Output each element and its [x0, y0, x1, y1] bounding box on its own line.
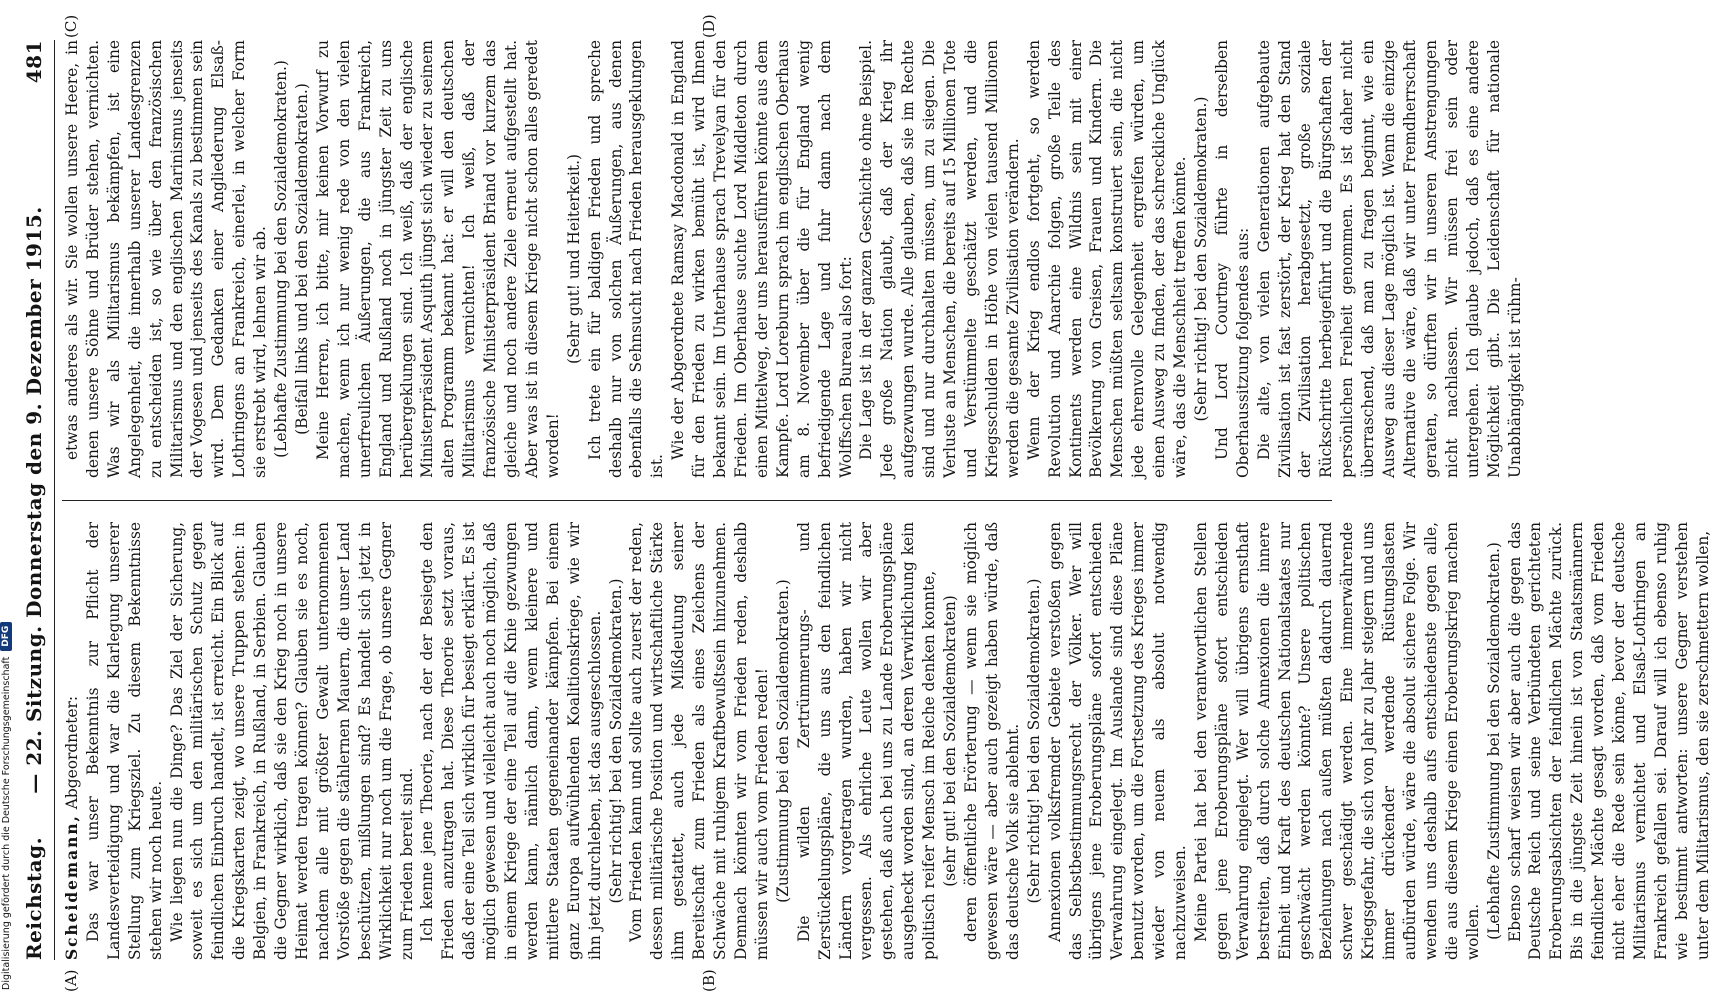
- margin-marker-c: (C): [62, 14, 80, 38]
- interjection: (Sehr richtig! bei den Sozialdemokraten.): [606, 578, 625, 904]
- paragraph: Das war unser Bekenntnis zur Pflicht der Landesverteidigung und war die Klarlegung unserer Stellung zum Kriegsziel. Zu diesem Bekenntnisse stehen wir noch heute.: [83, 522, 165, 960]
- footer-rotated: [0, 10, 16, 1000]
- paragraph: deren öffentliche Erörterung — wenn sie möglich gewesen wäre — aber auch gezeigt haben würde, daß das deutsche Volk sie ablehnt.: [961, 522, 1022, 960]
- interjection: (Sehr richtig! bei den Sozialdemokraten.): [1024, 578, 1043, 904]
- text-column-right: [62, 40, 1524, 478]
- interjection: (Sehr richtig! bei den Sozialdemokraten.): [1191, 96, 1210, 422]
- interjection: (Lebhafte Zustimmung bei den Sozialdemokraten.): [272, 60, 291, 458]
- paragraph: Die Lage ist in der ganzen Geschichte ohne Beispiel. Jede große Nation glaubt, daß der Krieg ihr aufgezwungen wurde. Alle glauben, daß sie im Rechte sind und nur durchhalten müssen, um zu siegen. Die Verluste an Menschen, die bereits auf 15 Millionen Tote und Verstümmelte geschätzt werden, und die Kriegsschulden in Höhe von vielen tausend Millionen werden die gesamte Zivilisation verändern.: [857, 40, 1022, 478]
- header-session-date: — 22. Sitzung. Donnerstag den 9. Dezember 1915.: [22, 206, 46, 794]
- paragraph: Wie der Abgeordnete Ramsay Macdonald in England für den Frieden zu wirken bemüht ist, wird Ihnen bekannt sein. Im Unterhause sprach Trevelyan für den Frieden. Im Oberhause suchte Lord Middleton durch einen Mittelweg, der uns herausführen könnte aus dem Kampfe. Lord Loreburn sprach im englischen Oberhaus am 8. November über die für England wenig befriedigende Lage und fuhr dann nach dem Wolffschen Bureau also fort:: [669, 40, 855, 478]
- paragraph: Die wilden Zertrümmerungs- und Zerstückelungspläne, die uns aus den feindlichen Ländern vorgetragen wurden, haben wir nicht vergessen. Als ehrliche Leute wollen wir aber gestehen, daß auch bei uns zu Lande Eroberungspläne ausgeheckt worden sind, an deren Verwirklichung kein politisch reifer Mensch im Reiche denken konnte,: [794, 522, 939, 960]
- interjection: (Lebhafte Zustimmung bei den Sozialdemokraten.): [1484, 542, 1503, 940]
- interjection: (sehr gut! bei den Sozialdemokraten): [941, 595, 960, 887]
- paragraph: etwas anderes als wir. Sie wollen unsere Heere, in denen unsere Söhne und Brüder stehen, vernichten. Was wir als Militarismus bekämpfen, ist eine Angelegenheit, die innerhalb unserer Landesgrenzen zu entscheiden ist, so wie über den französischen Militarismus und den englischen Marinismus jenseits der Vogesen und jenseits des Kanals zu bestimmen sein wird. Dem Gedanken einer Angliederung Elsaß-Lothringens an Frankreich, einerlei, in welcher Form sie erstrebt wird, lehnen wir ab.: [63, 40, 270, 478]
- paragraph: Wenn der Krieg endlos fortgeht, so werden Revolution und Anarchie folgen, große Teile des Kontinents werden eine Wildnis sein mit einer Bevölkerung von Greisen, Frauen und Kindern. Die Menschen müßten seltsam konstruiert sein, die nicht jede ehrenvolle Gelegenheit ergreifen würden, um einen Ausweg zu finden, der das schreckliche Unglück wäre, das die Menschheit treffen könnte.: [1024, 40, 1190, 478]
- interjection: (Sehr gut! und Heiterkeit.): [564, 154, 583, 364]
- paragraph: Die alte, von vielen Generationen aufgebaute Zivilisation ist fast zerstört, der Krieg hat den Stand der Zivilisation herabgesetzt, große soziale Rückschritte herbeigeführt und die Bürgschaften der persönlichen Freiheit genommen. Es ist daher nicht überraschend, daß man zu fragen beginnt, wie ein Ausweg aus dieser Lage möglich ist. Wenn die einzige Alternative die wäre, daß wir unter Fremdherrschaft geraten, so dürften wir in unseren Anstrengungen nicht nachlassen. Wir müssen frei sein oder untergehen. Ich glaube jedoch, daß es eine andere Möglichkeit gibt. Die Leidenschaft für nationale Unabhängigkeit ist rühm-: [1254, 40, 1524, 478]
- speaker-role: Abgeordneter:: [63, 695, 81, 810]
- paragraph: Vom Frieden kann und sollte auch zuerst der reden, dessen militärische Position und wirtschaftliche Stärke ihm gestattet, auch jede Mißdeutung seiner Bereitschaft zum Frieden als eines Zeichens der Schwäche mit ruhigem Kraftbewußtsein hinzunehmen. Demnach könnten wir vom Frieden reden, deshalb müssen wir auch vom Frieden reden!: [627, 522, 771, 960]
- header-publication: Reichstag.: [22, 836, 46, 960]
- margin-marker-a: (A): [62, 969, 80, 992]
- page-number: 481: [22, 40, 46, 84]
- text-column-left: [62, 522, 1712, 960]
- interjection: (Zustimmung bei den Sozialdemokraten.): [773, 579, 792, 903]
- paragraph: Annexionen volksfremder Gebiete verstoßen gegen das Selbstbestimmungsrecht der Völker. Wer will übrigens jene Eroberungspläne sofort entschieden Verwahrung eingelegt. Im Auslande sind diese Pläne benutzt worden, um die Fortsetzung des Krieges immer wieder von neuem als absolut notwendig nachzuweisen.: [1045, 522, 1190, 960]
- speaker-name: Scheidemann,: [63, 814, 81, 960]
- footer-text: Digitalisierung gefördert durch die Deutsche Forschungsgemeinschaft: [0, 656, 12, 990]
- paragraph: Und Lord Courtney führte in derselben Oberhaussitzung folgendes aus:: [1212, 40, 1252, 478]
- page-header: [14, 40, 55, 960]
- margin-marker-d: (D): [700, 14, 718, 38]
- paragraph: Wie liegen nun die Dinge? Das Ziel der Sicherung, soweit es sich um den militärischen Schutz gegen feindlichen Einbruch handelt, ist erreicht. Ein Blick auf die Kriegskarten zeigt, wo unsere Truppen stehen: in Belgien, in Frankreich, in Rußland, in Serbien. Glauben die Gegner wirklich, daß sie den Krieg noch in unsere Heimat werden tragen können? Glauben sie es noch, nachdem alle mit größter Gewalt unternommenen Vorstöße gegen die stählernen Mauern, die unser Land beschützen, mißlungen sind? Es handelt sich jetzt in Wirklichkeit nur noch um die Frage, ob unsere Gegner zum Frieden bereit sind.: [167, 522, 416, 960]
- paragraph: Ich kenne jene Theorie, nach der der Besiegte den Frieden anzutragen hat. Diese Theorie setzt voraus, daß der eine Teil sich wirklich für besiegt erklärt. Es ist möglich gewesen und vielleicht auch noch möglich, daß in einem Kriege der eine Teil auf die Knie gezwungen werden kann, nämlich dann, wenn kleinere und mittlere Staaten gegeneinander kämpfen. Bei einem ganz Europa aufwühlenden Koalitionskriege, wie wir ihn jetzt durchleben, ist das ausgeschlossen.: [418, 522, 604, 960]
- paragraph: Ebenso scharf weisen wir aber auch die gegen das Deutsche Reich und seine Verbündeten gerichteten Eroberungsabsichten der feindlichen Mächte zurück. Bis in die jüngste Zeit hinein ist von Staatsmännern feindlicher Mächte gesagt worden, daß vom Frieden nicht eher die Rede sein könne, bevor der deutsche Militarismus vernichtet und Elsaß-Lothringen an Frankreich gefallen sei. Darauf will ich ebenso ruhig wie bestimmt antworten: unsere Gegner verstehen unter dem Militarismus, den sie zerschmettern wollen,: [1505, 522, 1712, 960]
- speaker-line: [62, 522, 83, 960]
- paragraph: Meine Partei hat bei den verantwortlichen Stellen gegen jene Eroberungspläne sofort entschieden Verwahrung eingelegt. Wer will übrigens ernsthaft bestreiten, daß durch solche Annexionen die innere Einheit und Kraft des deutschen Nationalstaates nur geschwächt werden könnte? Unsere politischen Beziehungen nach außen müßten dadurch dauernd schwer geschädigt werden. Eine immerwährende Kriegsgefahr, die sich von Jahr zu Jahr steigern und uns immer drückender werdende Rüstungslasten aufbürden würde, wäre die absolut sichere Folge. Wir wenden uns deshalb aufs entschiedenste gegen alle, die aus diesem Kriege einen Eroberungskrieg machen wollen.: [1191, 522, 1482, 960]
- interjection: (Beifall links und bei den Sozialdemokraten.): [292, 83, 311, 435]
- paragraph: Meine Herren, ich bitte, mir keinen Vorwurf zu machen, wenn ich nur wenig rede von den vielen unerfreulichen Äußerungen, die aus Frankreich, England und Rußland noch in jüngster Zeit zu uns herübergeklungen sind. Ich weiß, daß der englische Ministerpräsident Asquith jüngst sich wieder zu seinem alten Programm bekannt hat: er will den deutschen Militarismus vernichten! Ich weiß, daß der französische Ministerpräsident Briand vor kurzem das gleiche und noch andere Ziele erneut aufgestellt hat. Aber was ist in diesem Kriege nicht schon alles geredet worden!: [313, 40, 562, 478]
- paragraph: Ich trete ein für baldigen Frieden und spreche deshalb nur von solchen Äußerungen, aus denen ebenfalls die Sehnsucht nach Frieden herausgeklungen ist.: [585, 40, 667, 478]
- column-divider: [62, 500, 1332, 501]
- margin-marker-b: (B): [700, 969, 718, 992]
- dfg-logo-icon: DFG: [0, 622, 12, 651]
